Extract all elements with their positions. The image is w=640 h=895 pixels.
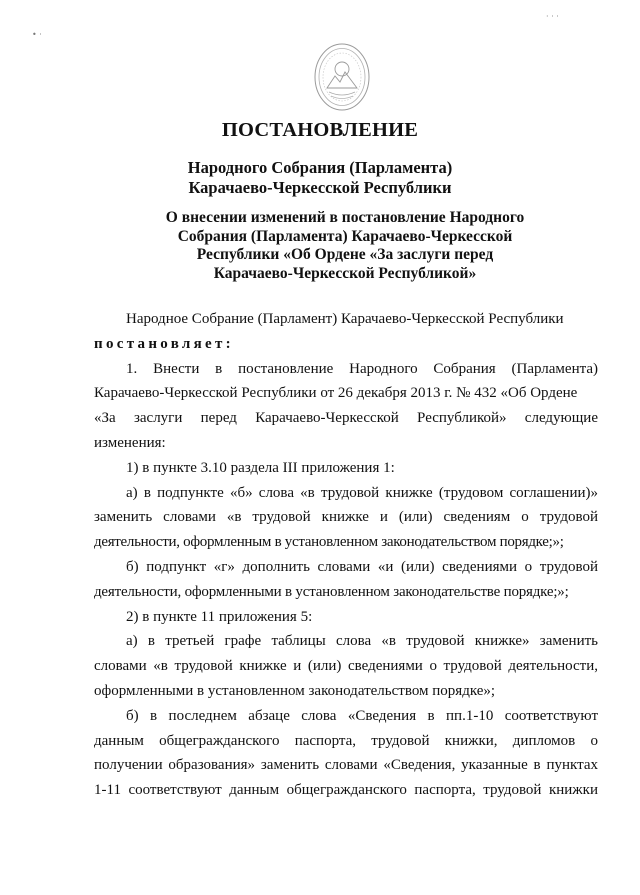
issuer-line: Карачаево-Черкесской Республики — [188, 178, 452, 197]
body-line: 1. Внести в постановление Народного Собрания (Парламента) — [126, 360, 598, 377]
body-line: получении образования» заменить словами «Сведения, указанные в пунктах — [94, 757, 598, 774]
body-line: оформленными в установленном законодательством порядке»; — [94, 682, 496, 699]
document-subject — [0, 209, 640, 283]
body-line: Карачаево-Черкесской Республики от 26 декабря 2013 г. № 432 «Об Ордене — [94, 385, 578, 402]
body-line: изменения: — [94, 434, 166, 451]
document-title: ПОСТАНОВЛЕНИЕ — [221, 119, 419, 141]
body-line-decree-verb: постановляет: — [94, 335, 234, 352]
subject-line: О внесении изменений в постановление Народного — [165, 209, 525, 226]
body-line: деятельности, оформленным в установленном законодательством порядке;»; — [94, 534, 564, 551]
subject-line: Карачаево-Черкесской Республикой» — [213, 264, 477, 282]
body-line: а) в подпункте «б» слова «в трудовой книжке (трудовом соглашении)» — [126, 484, 598, 501]
subject-line: Собрания (Парламента) Карачаево-Черкесской — [177, 227, 513, 245]
body-line: 1) в пункте 3.10 раздела III приложения 1: — [126, 459, 395, 476]
scan-speck: • · — [32, 30, 42, 39]
body-line: а) в третьей графе таблицы слова «в трудовой книжке» заменить — [126, 633, 598, 650]
body-line: Народное Собрание (Парламент) Карачаево-Черкесской Республики — [126, 311, 564, 327]
body-line: 2) в пункте 11 приложения 5: — [126, 608, 313, 625]
body-line: заменить словами «в трудовой книжке и (или) сведениям о трудовой — [94, 509, 598, 526]
issuer-line: Народного Собрания (Парламента) — [187, 158, 453, 177]
issuer-name — [0, 158, 640, 198]
body-line: данным общегражданского паспорта, трудовой книжки, дипломов о — [94, 732, 598, 749]
body-line: 1-11 соответствуют данным общегражданского паспорта, трудовой книжки — [94, 782, 598, 799]
coat-of-arms-emblem-icon — [313, 42, 371, 112]
body-line: словами «в трудовой книжке и (или) сведениями о трудовой деятельности, — [94, 658, 598, 675]
body-line: «За заслуги перед Карачаево-Черкесской Республикой» следующие — [94, 410, 598, 427]
body-line: деятельности, оформленными в установленном законодательстве порядке;»; — [94, 583, 569, 600]
subject-line: Республики «Об Ордене «За заслуги перед — [196, 246, 494, 263]
body-line: б) в последнем абзаце слова «Сведения в пп.1-10 соответствуют — [126, 707, 598, 724]
scan-speck: · · · — [546, 12, 559, 21]
body-line: б) подпункт «г» дополнить словами «и (или) сведениями о трудовой — [126, 558, 598, 575]
document-body — [94, 307, 598, 803]
